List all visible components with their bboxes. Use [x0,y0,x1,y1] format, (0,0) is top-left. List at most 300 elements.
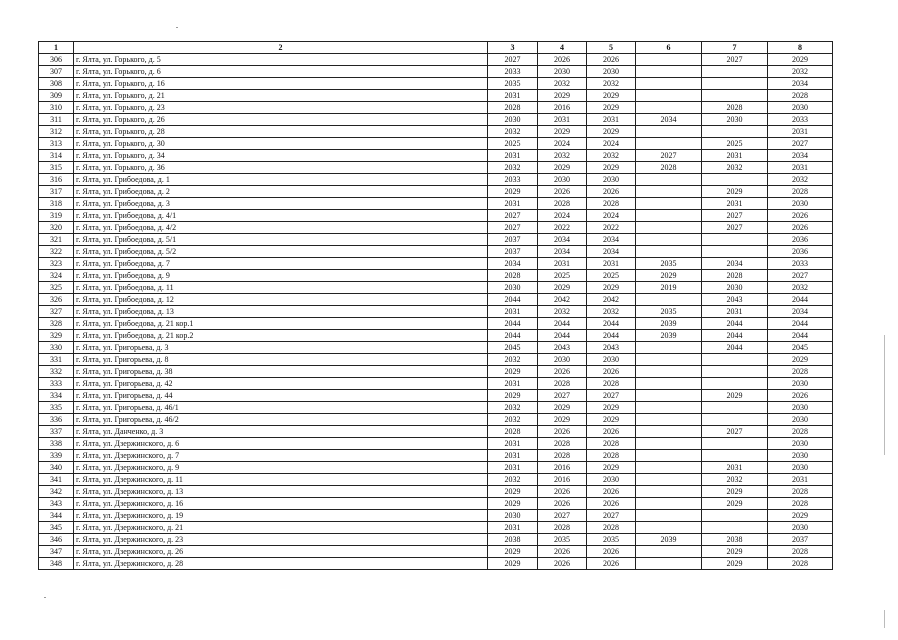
year-cell: 2031 [768,126,833,138]
year-cell: 2032 [587,150,636,162]
table-row [39,414,833,426]
year-cell: 2026 [538,546,587,558]
year-cell: 2033 [768,258,833,270]
year-cell [636,558,702,570]
year-cell: 2029 [488,366,538,378]
year-cell: 2028 [587,522,636,534]
row-number-cell: 318 [39,198,74,210]
year-cell [636,390,702,402]
year-cell [636,474,702,486]
year-cell: 2028 [636,162,702,174]
year-cell: 2031 [488,450,538,462]
table-row [39,402,833,414]
year-cell: 2029 [768,354,833,366]
year-cell: 2028 [702,270,768,282]
year-cell: 2034 [488,258,538,270]
row-number-cell: 333 [39,378,74,390]
year-cell: 2031 [587,258,636,270]
table-row [39,66,833,78]
year-cell [702,366,768,378]
row-number-cell: 306 [39,54,74,66]
address-cell: г. Ялта, ул. Горького, д. 28 [74,126,488,138]
year-cell: 2029 [488,486,538,498]
year-cell: 2032 [488,126,538,138]
year-cell: 2027 [538,510,587,522]
row-number-cell: 321 [39,234,74,246]
year-cell: 2029 [587,282,636,294]
year-cell: 2030 [538,354,587,366]
year-cell: 2029 [702,558,768,570]
year-cell [702,126,768,138]
year-cell: 2029 [587,90,636,102]
year-cell [636,438,702,450]
year-cell: 2030 [587,66,636,78]
year-cell [636,198,702,210]
year-cell [636,174,702,186]
year-cell: 2034 [768,150,833,162]
table-row [39,558,833,570]
year-cell [702,354,768,366]
table-row [39,162,833,174]
year-cell: 2032 [488,474,538,486]
address-cell: г. Ялта, ул. Дзержинского, д. 28 [74,558,488,570]
year-cell: 2029 [768,54,833,66]
year-cell [702,66,768,78]
year-cell: 2039 [636,330,702,342]
address-cell: г. Ялта, ул. Григорьева, д. 46/1 [74,402,488,414]
table-row [39,426,833,438]
row-number-cell: 328 [39,318,74,330]
year-cell: 2024 [538,210,587,222]
address-cell: г. Ялта, ул. Горького, д. 26 [74,114,488,126]
year-cell: 2042 [538,294,587,306]
year-cell [636,186,702,198]
address-cell: г. Ялта, ул. Грибоедова, д. 9 [74,270,488,282]
year-cell: 2024 [538,138,587,150]
table-row [39,354,833,366]
year-cell: 2027 [702,426,768,438]
address-cell: г. Ялта, ул. Дзержинского, д. 21 [74,522,488,534]
year-cell: 2029 [702,486,768,498]
year-cell [636,366,702,378]
year-cell [702,90,768,102]
year-cell: 2044 [702,318,768,330]
year-cell: 2030 [768,462,833,474]
address-cell: г. Ялта, ул. Горького, д. 16 [74,78,488,90]
year-cell: 2031 [702,198,768,210]
year-cell: 2028 [702,102,768,114]
year-cell: 2038 [702,534,768,546]
row-number-cell: 307 [39,66,74,78]
year-cell: 2026 [587,558,636,570]
table-row [39,474,833,486]
year-cell: 2030 [768,522,833,534]
year-cell: 2034 [768,78,833,90]
row-number-cell: 332 [39,366,74,378]
year-cell: 2028 [768,90,833,102]
year-cell: 2032 [538,306,587,318]
year-cell: 2030 [768,102,833,114]
table-row [39,282,833,294]
table-row [39,510,833,522]
year-cell [702,378,768,390]
row-number-cell: 344 [39,510,74,522]
year-cell: 2029 [538,162,587,174]
year-cell: 2031 [488,198,538,210]
year-cell: 2038 [488,534,538,546]
year-cell: 2031 [488,462,538,474]
row-number-cell: 325 [39,282,74,294]
year-cell [636,486,702,498]
year-cell [636,126,702,138]
row-number-cell: 347 [39,546,74,558]
year-cell: 2029 [538,90,587,102]
year-cell: 2025 [488,138,538,150]
year-cell: 2022 [587,222,636,234]
year-cell [702,402,768,414]
year-cell: 2044 [768,294,833,306]
year-cell: 2027 [587,390,636,402]
year-cell: 2028 [768,486,833,498]
year-cell: 2034 [768,306,833,318]
table-row [39,330,833,342]
year-cell: 2024 [587,138,636,150]
column-header: 7 [702,42,768,54]
column-header: 1 [39,42,74,54]
row-number-cell: 331 [39,354,74,366]
year-cell: 2037 [768,534,833,546]
year-cell: 2043 [587,342,636,354]
table-row [39,378,833,390]
address-cell: г. Ялта, ул. Грибоедова, д. 1 [74,174,488,186]
year-cell: 2030 [702,114,768,126]
year-cell: 2034 [538,246,587,258]
year-cell: 2032 [488,162,538,174]
row-number-cell: 339 [39,450,74,462]
column-header: 8 [768,42,833,54]
table-row [39,486,833,498]
year-cell: 2039 [636,318,702,330]
year-cell: 2031 [488,306,538,318]
table-row [39,450,833,462]
scan-speck [44,597,46,598]
row-number-cell: 324 [39,270,74,282]
year-cell: 2034 [587,234,636,246]
year-cell: 2031 [702,150,768,162]
address-cell: г. Ялта, ул. Грибоедова, д. 5/1 [74,234,488,246]
row-number-cell: 337 [39,426,74,438]
row-number-cell: 348 [39,558,74,570]
year-cell: 2031 [488,378,538,390]
year-cell: 2022 [538,222,587,234]
year-cell: 2026 [587,546,636,558]
year-cell [636,66,702,78]
year-cell [636,498,702,510]
year-cell [636,102,702,114]
row-number-cell: 330 [39,342,74,354]
year-cell: 2028 [538,522,587,534]
year-cell: 2026 [768,390,833,402]
table-row [39,150,833,162]
table-row [39,222,833,234]
year-cell [636,210,702,222]
address-cell: г. Ялта, ул. Григорьева, д. 44 [74,390,488,402]
year-cell: 2027 [488,210,538,222]
address-cell: г. Ялта, ул. Горького, д. 34 [74,150,488,162]
table-row [39,186,833,198]
year-cell: 2044 [488,330,538,342]
year-cell: 2028 [587,198,636,210]
year-cell [702,246,768,258]
address-cell: г. Ялта, ул. Грибоедова, д. 21 кор.2 [74,330,488,342]
table-body [39,54,833,570]
year-cell: 2030 [488,282,538,294]
address-cell: г. Ялта, ул. Дзержинского, д. 19 [74,510,488,522]
year-cell [702,414,768,426]
row-number-cell: 311 [39,114,74,126]
year-cell: 2034 [636,114,702,126]
year-cell: 2030 [587,474,636,486]
table-row [39,522,833,534]
year-cell: 2026 [538,54,587,66]
row-number-cell: 313 [39,138,74,150]
year-cell [636,378,702,390]
year-cell: 2037 [488,234,538,246]
year-cell: 2028 [488,270,538,282]
address-cell: г. Ялта, ул. Горького, д. 21 [74,90,488,102]
year-cell: 2032 [702,162,768,174]
row-number-cell: 310 [39,102,74,114]
year-cell: 2029 [702,390,768,402]
table-row [39,102,833,114]
year-cell: 2044 [488,294,538,306]
row-number-cell: 323 [39,258,74,270]
year-cell: 2032 [488,402,538,414]
year-cell: 2039 [636,534,702,546]
year-cell: 2042 [587,294,636,306]
year-cell: 2026 [587,186,636,198]
row-number-cell: 320 [39,222,74,234]
year-cell [636,234,702,246]
year-cell [702,510,768,522]
table-row [39,306,833,318]
year-cell: 2028 [587,378,636,390]
year-cell: 2032 [768,174,833,186]
year-cell: 2029 [702,546,768,558]
address-cell: г. Ялта, ул. Грибоедова, д. 21 кор.1 [74,318,488,330]
table-row [39,174,833,186]
address-cell: г. Ялта, ул. Грибоедова, д. 7 [74,258,488,270]
address-cell: г. Ялта, ул. Дзержинского, д. 6 [74,438,488,450]
year-cell: 2016 [538,102,587,114]
year-cell: 2028 [488,426,538,438]
year-cell: 2028 [768,498,833,510]
row-number-cell: 315 [39,162,74,174]
year-cell: 2030 [768,450,833,462]
table-row [39,198,833,210]
row-number-cell: 308 [39,78,74,90]
year-cell: 2028 [768,558,833,570]
row-number-cell: 327 [39,306,74,318]
year-cell: 2030 [768,414,833,426]
year-cell [636,222,702,234]
year-cell: 2034 [702,258,768,270]
scan-edge-mark [884,610,885,628]
year-cell: 2032 [587,306,636,318]
table-row [39,234,833,246]
year-cell: 2029 [538,126,587,138]
row-number-cell: 317 [39,186,74,198]
year-cell [636,414,702,426]
table-row [39,294,833,306]
address-cell: г. Ялта, ул. Грибоедова, д. 4/2 [74,222,488,234]
address-cell: г. Ялта, ул. Дзержинского, д. 9 [74,462,488,474]
year-cell: 2044 [768,330,833,342]
table-row [39,462,833,474]
year-cell: 2037 [488,246,538,258]
year-cell: 2026 [538,366,587,378]
year-cell [636,246,702,258]
row-number-cell: 336 [39,414,74,426]
year-cell: 2026 [768,210,833,222]
year-cell: 2029 [702,186,768,198]
address-cell: г. Ялта, ул. Грибоедова, д. 5/2 [74,246,488,258]
address-cell: г. Ялта, ул. Дзержинского, д. 13 [74,486,488,498]
row-number-cell: 341 [39,474,74,486]
year-cell: 2030 [538,66,587,78]
year-cell: 2028 [587,450,636,462]
year-cell: 2030 [768,378,833,390]
address-cell: г. Ялта, ул. Дзержинского, д. 23 [74,534,488,546]
year-cell: 2029 [538,282,587,294]
year-cell: 2034 [538,234,587,246]
row-number-cell: 346 [39,534,74,546]
year-cell [636,138,702,150]
row-number-cell: 334 [39,390,74,402]
year-cell: 2044 [587,318,636,330]
address-cell: г. Ялта, ул. Горького, д. 23 [74,102,488,114]
year-cell: 2028 [538,198,587,210]
year-cell: 2031 [768,162,833,174]
column-header: 2 [74,42,488,54]
year-cell: 2034 [587,246,636,258]
year-cell: 2026 [538,486,587,498]
table-row [39,210,833,222]
year-cell: 2026 [587,498,636,510]
column-header: 3 [488,42,538,54]
year-cell [702,174,768,186]
table-row [39,498,833,510]
table-row [39,54,833,66]
year-cell: 2031 [587,114,636,126]
year-cell: 2027 [702,54,768,66]
table-row [39,534,833,546]
address-cell: г. Ялта, ул. Горького, д. 36 [74,162,488,174]
year-cell: 2032 [538,150,587,162]
address-cell: г. Ялта, ул. Грибоедова, д. 4/1 [74,210,488,222]
row-number-cell: 309 [39,90,74,102]
year-cell: 2032 [587,78,636,90]
year-cell: 2030 [768,438,833,450]
year-cell: 2030 [768,198,833,210]
year-cell: 2026 [587,54,636,66]
row-number-cell: 312 [39,126,74,138]
year-cell [636,54,702,66]
row-number-cell: 343 [39,498,74,510]
row-number-cell: 338 [39,438,74,450]
row-number-cell: 329 [39,330,74,342]
year-cell: 2027 [768,270,833,282]
address-cell: г. Ялта, ул. Дзержинского, д. 16 [74,498,488,510]
year-cell: 2044 [768,318,833,330]
year-cell: 2031 [538,114,587,126]
address-cell: г. Ялта, ул. Горького, д. 30 [74,138,488,150]
year-cell [702,438,768,450]
year-cell: 2026 [587,486,636,498]
year-cell: 2035 [538,534,587,546]
year-cell: 2027 [702,210,768,222]
year-cell: 2030 [488,510,538,522]
year-cell: 2032 [488,414,538,426]
year-cell [636,342,702,354]
table-row [39,90,833,102]
year-cell: 2024 [587,210,636,222]
year-cell: 2027 [538,390,587,402]
year-cell: 2027 [488,222,538,234]
year-cell: 2027 [702,222,768,234]
year-cell [636,450,702,462]
year-cell: 2029 [488,498,538,510]
year-cell: 2028 [538,450,587,462]
year-cell: 2029 [587,402,636,414]
address-cell: г. Ялта, ул. Горького, д. 5 [74,54,488,66]
row-number-cell: 345 [39,522,74,534]
table-row [39,438,833,450]
address-cell: г. Ялта, ул. Григорьева, д. 38 [74,366,488,378]
year-cell: 2016 [538,474,587,486]
year-cell: 2026 [587,426,636,438]
year-cell: 2026 [538,426,587,438]
year-cell: 2031 [488,90,538,102]
year-cell: 2027 [587,510,636,522]
address-cell: г. Ялта, ул. Грибоедова, д. 2 [74,186,488,198]
year-cell: 2028 [768,546,833,558]
year-cell: 2035 [636,258,702,270]
year-cell: 2028 [538,378,587,390]
table-row [39,78,833,90]
year-cell: 2027 [488,54,538,66]
address-cell: г. Ялта, ул. Дзержинского, д. 7 [74,450,488,462]
address-cell: г. Ялта, ул. Горького, д. 6 [74,66,488,78]
year-cell: 2019 [636,282,702,294]
year-cell: 2027 [636,150,702,162]
year-cell: 2028 [768,366,833,378]
year-cell: 2025 [538,270,587,282]
year-cell: 2028 [538,438,587,450]
year-cell [636,402,702,414]
year-cell: 2031 [488,150,538,162]
year-cell: 2035 [587,534,636,546]
address-cell: г. Ялта, ул. Григорьева, д. 46/2 [74,414,488,426]
year-cell: 2044 [488,318,538,330]
year-cell: 2030 [488,114,538,126]
year-cell: 2030 [587,174,636,186]
year-cell: 2043 [538,342,587,354]
year-cell: 2029 [488,186,538,198]
table-row [39,246,833,258]
address-cell: г. Ялта, ул. Грибоедова, д. 12 [74,294,488,306]
year-cell: 2026 [587,366,636,378]
